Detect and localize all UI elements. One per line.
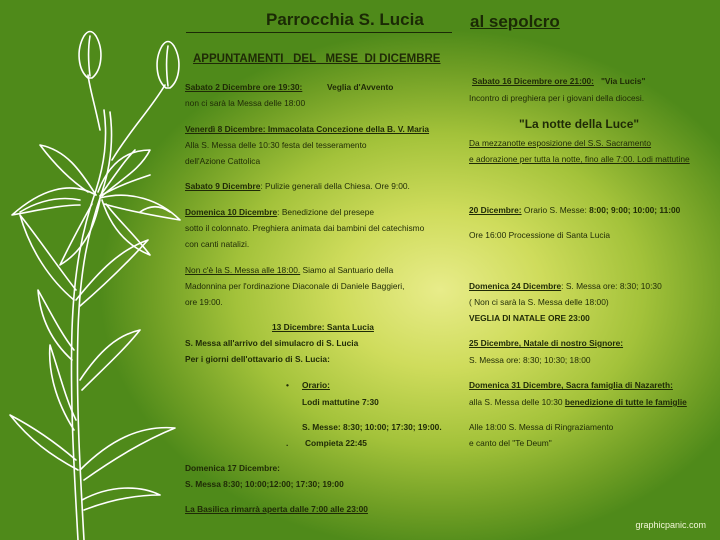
event-line <box>469 281 662 291</box>
event-line <box>185 265 393 275</box>
event-times: 8:00; 9:00; 10:00; 11:00 <box>589 205 681 215</box>
event-date: Sabato 2 Dicembre ore 19:30: <box>185 82 303 92</box>
event-text: ore 19:00. <box>185 297 223 307</box>
event-text: e canto del "Te Deum" <box>469 438 552 448</box>
event-text: alla S. Messa delle 10:30 <box>469 397 565 407</box>
event-title: Venerdì 8 Dicembre: Immacolata Concezione della B. V. Maria <box>185 124 430 134</box>
event-text: S. Messa 8:30; 10:00;12:00; 17:30; 19:00 <box>185 479 344 489</box>
event-name: Veglia d'Avvento <box>327 82 394 92</box>
event-text: dell'Azione Cattolica <box>185 156 261 166</box>
event-highlight: benedizione di tutte le famiglie <box>564 397 687 407</box>
event-text: : S. Messa ore: 8:30; 10:30 <box>561 281 662 291</box>
event-line <box>185 181 410 191</box>
event-text: con canti natalizi. <box>185 239 250 249</box>
event-date: 20 Dicembre: <box>469 205 522 215</box>
event-text: : Benedizione del presepe <box>277 207 375 217</box>
event-line <box>472 76 646 86</box>
event-title: Domenica 17 Dicembre: <box>185 463 280 473</box>
event-label: Orario: <box>302 380 330 390</box>
event-text: S. Messe: 8:30; 10:00; 17:30; 19:00. <box>302 422 442 432</box>
event-text: S. Messa all'arrivo del simulacro di S. Lucia <box>185 338 359 348</box>
event-text: e adorazione per tutta la notte, fino alle 7:00. Lodi mattutine <box>469 154 690 164</box>
event-text: : Pulizie generali della Chiesa. Ore 9:00. <box>260 181 410 191</box>
event-text: S. Messa ore: 8:30; 10:30; 18:00 <box>469 355 591 365</box>
event-date: Sabato 16 Dicembre ore 21:00: <box>472 76 594 86</box>
event-text: Madonnina per l'ordinazione Diaconale di Daniele Baggieri, <box>185 281 405 291</box>
event-date: Domenica 24 Dicembre <box>469 281 562 291</box>
event-line <box>469 397 687 407</box>
event-text: Orario S. Messe: <box>521 205 590 215</box>
event-title: 13 Dicembre: Santa Lucia <box>272 322 374 332</box>
event-note: La Basilica rimarrà aperta dalle 7:00 alle 23:00 <box>185 504 368 514</box>
event-note: Non c'è la S. Messa alle 18:00. <box>185 265 301 275</box>
watermark: graphicpanic.com <box>635 520 706 530</box>
bullet: • <box>286 380 289 390</box>
event-text: non ci sarà la Messa delle 18:00 <box>185 98 306 108</box>
event-line <box>185 207 374 217</box>
title-underline-bar <box>186 32 452 33</box>
event-text: Compieta 22:45 <box>305 438 367 448</box>
event-text: Incontro di preghiera per i giovani della diocesi. <box>469 93 645 103</box>
event-date: Domenica 10 Dicembre <box>185 207 278 217</box>
event-text: Lodi mattutine 7:30 <box>302 397 379 407</box>
event-text: Ore 16:00 Processione di Santa Lucia <box>469 230 611 240</box>
event-text: ( Non ci sarà la S. Messa delle 18:00) <box>469 297 609 307</box>
parish-title: Parrocchia S. Lucia <box>266 10 424 29</box>
event-line <box>469 205 680 215</box>
notte-heading: "La notte della Luce" <box>519 117 640 131</box>
month-heading: APPUNTAMENTI DEL MESE DI DICEMBRE <box>193 53 441 65</box>
event-text: sotto il colonnato. Preghiera animata dai bambini del catechismo <box>185 223 425 233</box>
bullet: . <box>286 438 289 448</box>
event-name: "Via Lucis" <box>600 76 646 86</box>
event-text: Alle 18:00 S. Messa di Ringraziamento <box>469 422 614 432</box>
event-text: Da mezzanotte esposizione del S.S. Sacramento <box>469 138 652 148</box>
event-date: Sabato 9 Dicembre <box>185 181 261 191</box>
event-text: Alla S. Messa delle 10:30 festa del tesseramento <box>185 140 367 150</box>
event-title: Domenica 31 Dicembre, Sacra famiglia di Nazareth: <box>469 380 673 390</box>
event-text: VEGLIA DI NATALE ORE 23:00 <box>469 313 590 323</box>
sepolcro-title: al sepolcro <box>470 12 560 31</box>
event-title: 25 Dicembre, Natale di nostro Signore: <box>469 338 624 348</box>
event-text: Per i giorni dell'ottavario di S. Lucia: <box>185 354 330 364</box>
event-text: Siamo al Santuario della <box>300 265 394 275</box>
